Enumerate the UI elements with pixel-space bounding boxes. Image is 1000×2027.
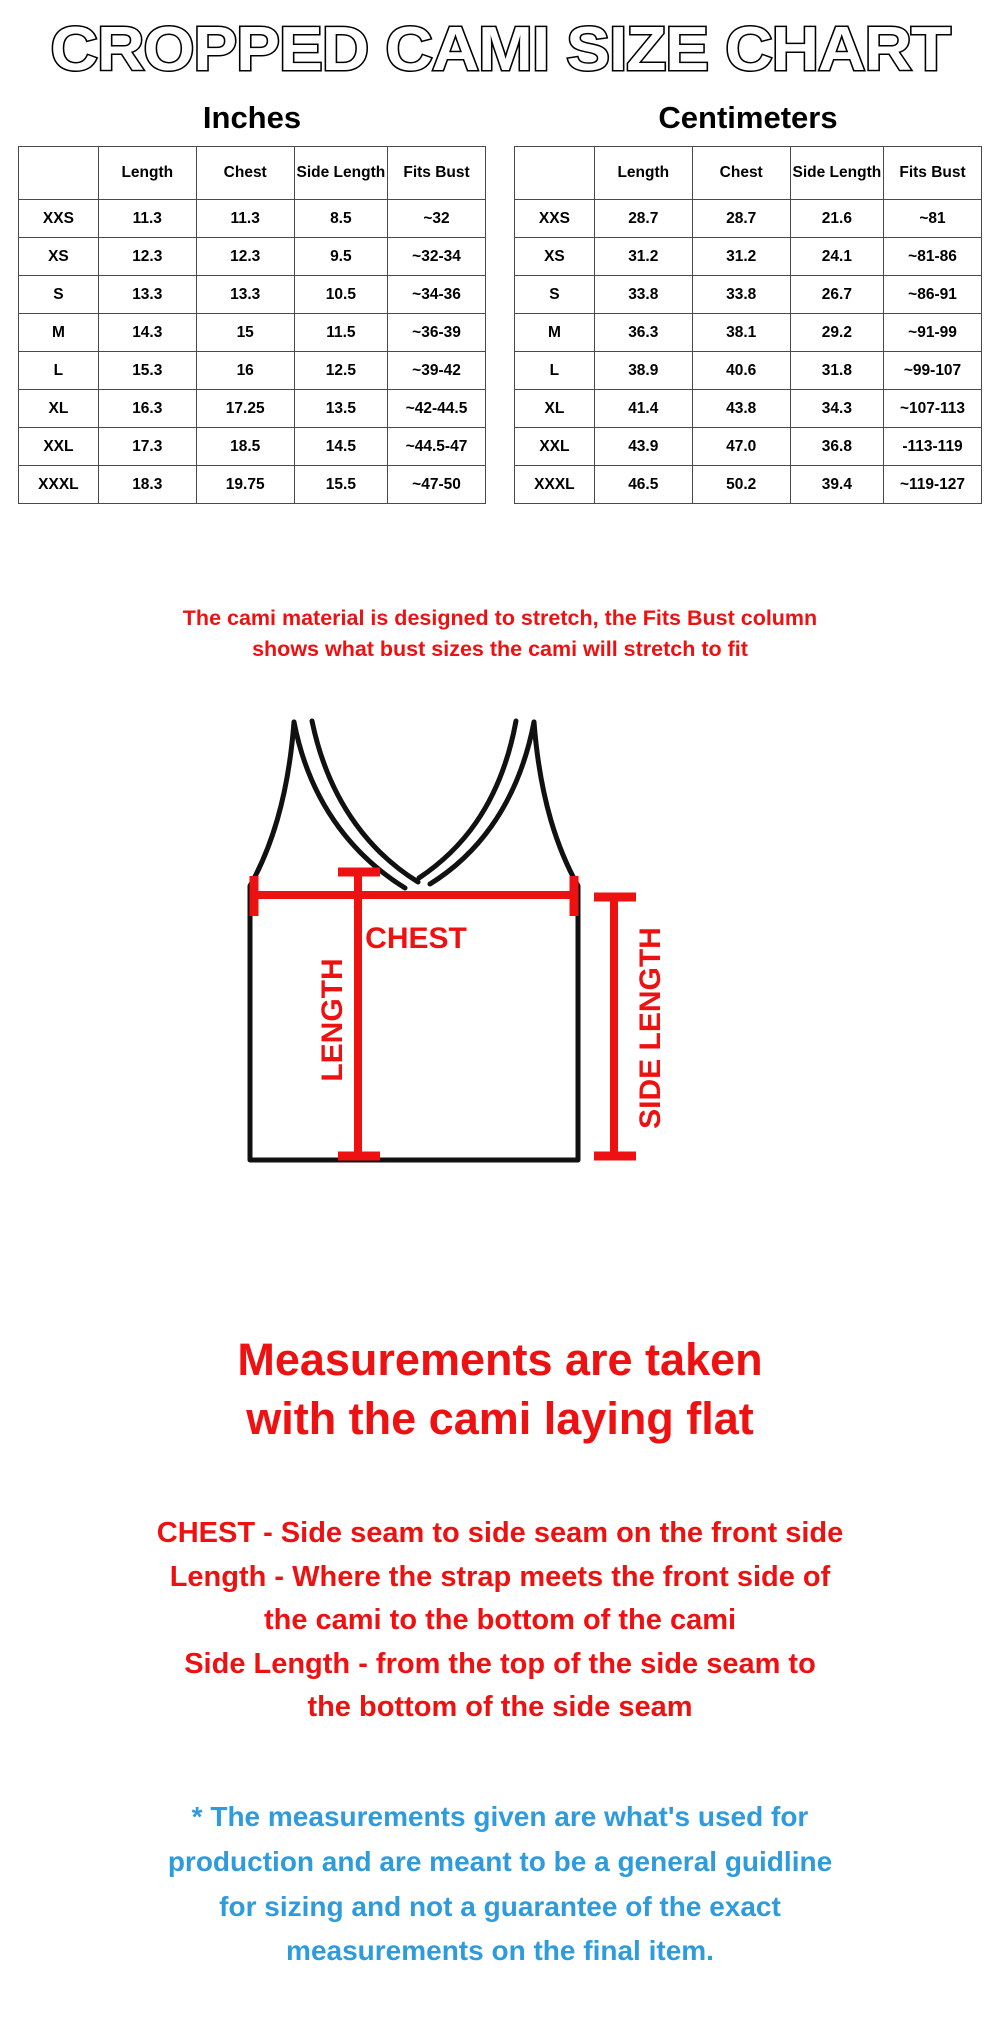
- table-row: [19, 238, 486, 276]
- cell-side-length: 10.5: [294, 276, 387, 314]
- cell-size: XS: [515, 238, 595, 276]
- inches-heading: Inches: [202, 100, 302, 135]
- inches-size-table: [18, 146, 486, 504]
- cell-side-length: 29.2: [790, 314, 883, 352]
- cell-chest: 13.3: [196, 276, 294, 314]
- cell-chest: 11.3: [196, 200, 294, 238]
- cell-fits-bust: ~42-44.5: [388, 390, 486, 428]
- cell-side-length: 21.6: [790, 200, 883, 238]
- cell-chest: 33.8: [692, 276, 790, 314]
- stretch-note-line-1: The cami material is designed to stretch, the Fits Bust column: [182, 606, 818, 630]
- cell-chest: 50.2: [692, 466, 790, 504]
- cell-chest: 18.5: [196, 428, 294, 466]
- cell-side-length: 24.1: [790, 238, 883, 276]
- cell-size: XXL: [19, 428, 99, 466]
- definition-line: Side Length - from the top of the side seam to: [184, 1647, 816, 1680]
- cell-chest: 16: [196, 352, 294, 390]
- cami-diagram-svg: [190, 690, 810, 1170]
- definition-line: CHEST - Side seam to side seam on the front side: [156, 1517, 844, 1549]
- cell-length: 11.3: [98, 200, 196, 238]
- cell-side-length: 31.8: [790, 352, 883, 390]
- cell-fits-bust: ~81-86: [884, 238, 982, 276]
- cell-side-length: 26.7: [790, 276, 883, 314]
- stretch-note: [0, 603, 1000, 664]
- table-row: [515, 352, 982, 390]
- cell-side-length: 8.5: [294, 200, 387, 238]
- table-row: [515, 314, 982, 352]
- table-row: [515, 276, 982, 314]
- cell-chest: 17.25: [196, 390, 294, 428]
- cell-chest: 12.3: [196, 238, 294, 276]
- cell-length: 33.8: [594, 276, 692, 314]
- table-header-row: [19, 147, 486, 200]
- table-row: [515, 200, 982, 238]
- cell-length: 18.3: [98, 466, 196, 504]
- cell-chest: 31.2: [692, 238, 790, 276]
- cell-fits-bust: ~44.5-47: [388, 428, 486, 466]
- cell-size: XXS: [19, 200, 99, 238]
- disclaimer-line: production and are meant to be a general guidline: [167, 1845, 833, 1877]
- cell-fits-bust: ~107-113: [884, 390, 982, 428]
- header-fits-bust: Fits Bust: [884, 147, 982, 200]
- cell-length: 36.3: [594, 314, 692, 352]
- cell-fits-bust: ~36-39: [388, 314, 486, 352]
- cell-length: 14.3: [98, 314, 196, 352]
- chest-label: CHEST: [365, 922, 467, 955]
- cell-length: 38.9: [594, 352, 692, 390]
- stretch-note-line-2: shows what bust sizes the cami will stretch to fit: [252, 636, 748, 661]
- header-side-length: Side Length: [790, 147, 883, 200]
- cell-size: XL: [515, 390, 595, 428]
- table-row: [19, 352, 486, 390]
- cell-size: S: [19, 276, 99, 314]
- cell-size: S: [515, 276, 595, 314]
- cell-chest: 43.8: [692, 390, 790, 428]
- cell-length: 28.7: [594, 200, 692, 238]
- cell-side-length: 12.5: [294, 352, 387, 390]
- table-row: [19, 390, 486, 428]
- centimeters-table-block: [514, 100, 982, 504]
- cell-size: XXXL: [19, 466, 99, 504]
- measurements-headline: [0, 1330, 1000, 1449]
- cell-fits-bust: ~32: [388, 200, 486, 238]
- cell-size: XL: [19, 390, 99, 428]
- cell-length: 31.2: [594, 238, 692, 276]
- cami-measurement-diagram: [0, 690, 1000, 1170]
- cell-fits-bust: ~86-91: [884, 276, 982, 314]
- disclaimer-line: * The measurements given are what's used for: [191, 1801, 809, 1832]
- size-tables-container: [0, 100, 1000, 504]
- cell-length: 41.4: [594, 390, 692, 428]
- cell-fits-bust: ~39-42: [388, 352, 486, 390]
- cell-fits-bust: ~91-99: [884, 314, 982, 352]
- headline-line-2: with the cami laying flat: [246, 1393, 754, 1445]
- cell-side-length: 14.5: [294, 428, 387, 466]
- cell-side-length: 39.4: [790, 466, 883, 504]
- header-length: Length: [98, 147, 196, 200]
- cell-fits-bust: -113-119: [884, 428, 982, 466]
- cell-chest: 28.7: [692, 200, 790, 238]
- inches-table-block: [18, 100, 486, 504]
- header-size: [19, 147, 99, 200]
- table-header-row: [515, 147, 982, 200]
- cell-size: XS: [19, 238, 99, 276]
- measurement-definitions: [0, 1512, 1000, 1730]
- cell-length: 12.3: [98, 238, 196, 276]
- cell-chest: 38.1: [692, 314, 790, 352]
- cell-length: 15.3: [98, 352, 196, 390]
- table-row: [19, 428, 486, 466]
- table-row: [19, 276, 486, 314]
- cell-fits-bust: ~99-107: [884, 352, 982, 390]
- cell-size: XXS: [515, 200, 595, 238]
- header-chest: Chest: [692, 147, 790, 200]
- cell-length: 46.5: [594, 466, 692, 504]
- table-row: [19, 200, 486, 238]
- cell-size: L: [515, 352, 595, 390]
- cell-chest: 47.0: [692, 428, 790, 466]
- cell-fits-bust: ~47-50: [388, 466, 486, 504]
- title-bar: [0, 0, 1000, 84]
- length-label: LENGTH: [316, 958, 349, 1082]
- table-row: [19, 466, 486, 504]
- cell-side-length: 9.5: [294, 238, 387, 276]
- definition-line: the bottom of the side seam: [307, 1691, 693, 1723]
- cell-length: 17.3: [98, 428, 196, 466]
- table-row: [515, 390, 982, 428]
- disclaimer-line: for sizing and not a guarantee of the exact: [219, 1890, 781, 1922]
- cell-fits-bust: ~81: [884, 200, 982, 238]
- headline-line-1: Measurements are taken: [237, 1334, 763, 1385]
- centimeters-size-table: [514, 146, 982, 504]
- header-side-length: Side Length: [294, 147, 387, 200]
- header-size: [515, 147, 595, 200]
- table-row: [515, 428, 982, 466]
- definition-line: the cami to the bottom of the cami: [263, 1604, 737, 1636]
- production-disclaimer: [0, 1795, 1000, 1974]
- cell-length: 16.3: [98, 390, 196, 428]
- disclaimer-line: measurements on the final item.: [286, 1935, 714, 1967]
- cell-size: M: [19, 314, 99, 352]
- header-chest: Chest: [196, 147, 294, 200]
- cell-side-length: 11.5: [294, 314, 387, 352]
- cell-length: 13.3: [98, 276, 196, 314]
- cell-size: L: [19, 352, 99, 390]
- cell-chest: 40.6: [692, 352, 790, 390]
- cell-side-length: 34.3: [790, 390, 883, 428]
- cell-fits-bust: ~32-34: [388, 238, 486, 276]
- header-length: Length: [594, 147, 692, 200]
- centimeters-heading: Centimeters: [658, 100, 838, 135]
- cell-fits-bust: ~119-127: [884, 466, 982, 504]
- cell-side-length: 15.5: [294, 466, 387, 504]
- definition-line: Length - Where the strap meets the front side of: [169, 1560, 831, 1593]
- cell-fits-bust: ~34-36: [388, 276, 486, 314]
- side-length-label: SIDE LENGTH: [634, 927, 667, 1129]
- cell-chest: 19.75: [196, 466, 294, 504]
- header-fits-bust: Fits Bust: [388, 147, 486, 200]
- page-title: CROPPED CAMI SIZE CHART: [50, 15, 950, 84]
- cell-size: XXXL: [515, 466, 595, 504]
- cell-chest: 15: [196, 314, 294, 352]
- cell-size: M: [515, 314, 595, 352]
- cell-length: 43.9: [594, 428, 692, 466]
- cell-side-length: 13.5: [294, 390, 387, 428]
- table-row: [19, 314, 486, 352]
- cell-side-length: 36.8: [790, 428, 883, 466]
- cell-size: XXL: [515, 428, 595, 466]
- table-row: [515, 466, 982, 504]
- table-row: [515, 238, 982, 276]
